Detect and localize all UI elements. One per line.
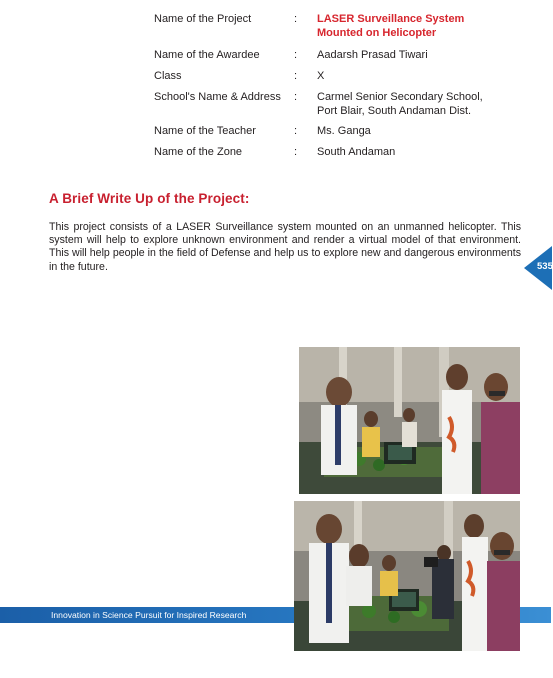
class-label: Class — [154, 70, 182, 82]
colon-separator: : — [294, 91, 298, 103]
school-label: School's Name & Address — [154, 91, 281, 103]
colon-separator: : — [294, 70, 298, 82]
zone-value: South Andaman — [317, 146, 396, 158]
exhibition-photo-bottom-image — [294, 501, 520, 651]
teacher-value: Ms. Ganga — [317, 125, 371, 137]
project-name-value: LASER Surveillance System Mounted on Helicopter — [317, 13, 465, 39]
exhibition-photo-top-image — [299, 347, 520, 494]
writeup-body: This project consists of a LASER Surveillance system mounted on an unmanned helicopter. This system will help to explore unknown environment and render a virtual model of that environment. This will help people in the field of Defense and help us to explore new and dangerous environments in the future. — [49, 221, 521, 273]
exhibition-photo-bottom — [294, 501, 520, 651]
awardee-name-value: Aadarsh Prasad Tiwari — [317, 49, 428, 61]
colon-separator: : — [294, 13, 298, 25]
page-number: 535 — [537, 261, 553, 272]
footer-tagline: Innovation in Science Pursuit for Inspired Research — [51, 610, 247, 620]
colon-separator: : — [294, 49, 298, 61]
writeup-heading: A Brief Write Up of the Project: — [49, 191, 250, 206]
school-value: Carmel Senior Secondary School, Port Blair, South Andaman Dist. — [317, 91, 483, 117]
exhibition-photo-top — [299, 347, 520, 494]
awardee-name-label: Name of the Awardee — [154, 49, 260, 61]
colon-separator: : — [294, 146, 298, 158]
zone-label: Name of the Zone — [154, 146, 243, 158]
colon-separator: : — [294, 125, 298, 137]
teacher-label: Name of the Teacher — [154, 125, 256, 137]
class-value: X — [317, 70, 325, 82]
project-name-label: Name of the Project — [154, 13, 252, 25]
